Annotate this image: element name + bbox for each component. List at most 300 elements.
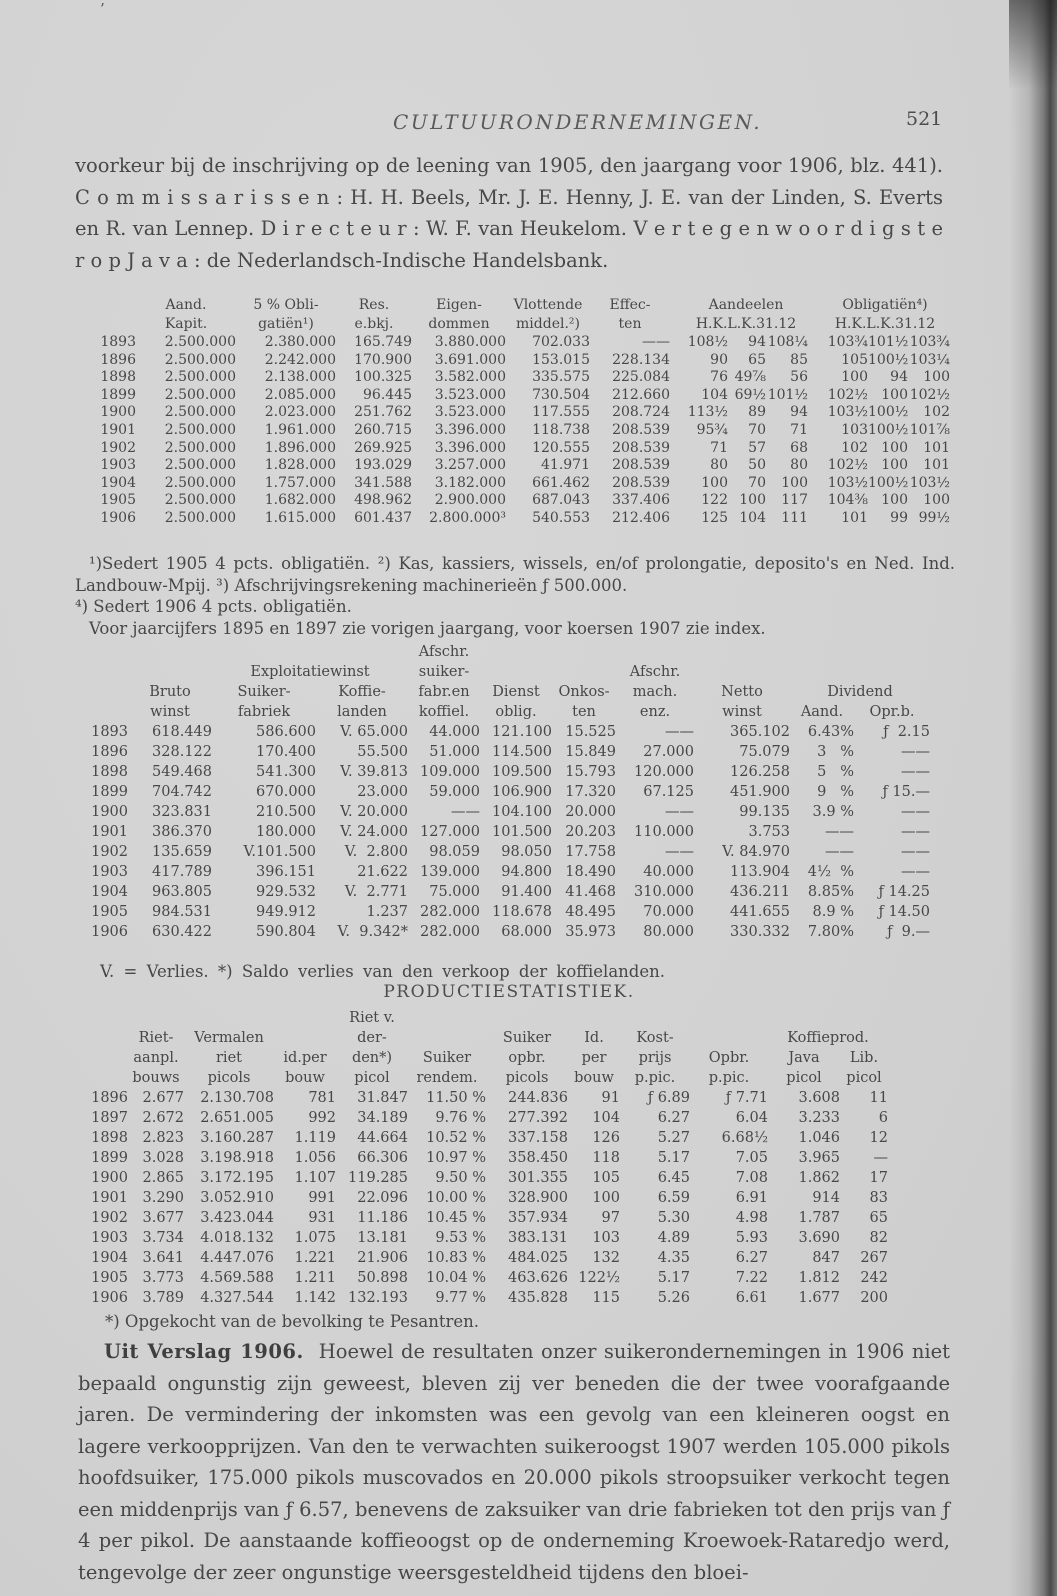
table-cell: 601.437: [354, 509, 412, 526]
table-cell: 100½: [868, 421, 909, 438]
table-cell: 7.22: [735, 1270, 768, 1286]
table-row: [80, 1228, 888, 1248]
table-cell: 126.258: [730, 764, 790, 780]
table-cell: 10.45 %: [426, 1210, 486, 1226]
cell-year: 1900: [91, 804, 128, 820]
table-cell: 99½: [918, 509, 950, 526]
table-cell: 386.370: [152, 824, 212, 840]
table-cell: 282.000: [420, 904, 480, 920]
table-cell: 3.396.000: [434, 439, 506, 456]
cell-year: 1901: [91, 1190, 128, 1206]
table-cell: 2.500.000: [164, 369, 236, 386]
table-cell: ——: [665, 724, 694, 740]
table-cell: 6: [878, 1110, 888, 1126]
table-cell: 119.285: [348, 1170, 408, 1186]
table-cell: 3.965: [798, 1150, 840, 1166]
table-cell: 3.753: [748, 824, 790, 840]
col-dividend-aandeelen: Aand.: [800, 704, 844, 720]
table-cell: 117: [781, 492, 808, 509]
table-cell: 929.532: [256, 884, 316, 900]
table-cell: 100: [881, 492, 908, 509]
table-cell: 9.77 %: [435, 1290, 486, 1306]
table-row: [98, 492, 950, 510]
table-cell: 630.422: [152, 924, 212, 940]
table-cell: 984.531: [152, 904, 212, 920]
table-cell: 5.17: [657, 1150, 690, 1166]
table-cell: 3.198.918: [200, 1150, 274, 1166]
table-row: [98, 369, 950, 387]
table-cell: 101: [841, 509, 868, 526]
table-cell: 670.000: [256, 784, 316, 800]
cell-year: 1896: [100, 351, 136, 368]
table-cell: 102: [923, 404, 950, 421]
col-group-aandeelen-koers: Aandeelen H.K.L.K.31.12: [695, 297, 797, 332]
table-cell: 104: [592, 1110, 620, 1126]
table-row: [98, 510, 950, 528]
cell-year: 1899: [91, 784, 128, 800]
table-cell: 541.300: [256, 764, 316, 780]
table-cell: ——: [642, 334, 670, 350]
table-cell: 31.847: [357, 1090, 408, 1106]
verslag-text: Hoewel de resultaten onzer suikerondernemingen in 1906 niet bepaald ongunstig zijn geweest, bleven zij ver beneden die der twee voorafgaande jaren. De vermindering der inkomsten was een gevolg van een kleineren oogst en lagere verkoopprijzen. Van den te verwachten suikeroogst 1907 werden 105.000 pikols hoofdsuiker, 175.000 pikols muscovados en 20.000 pikols stroopsuiker verkocht tegen een middenprijs van ƒ 6.57, benevens de zaksuiker van drie fabrieken tot den prijs van ƒ 4 per pikol. De aanstaande koffieoogst op de onderneming Kroewoek-Rataredjo werd, tengevolge der zeer ongunstige weersgesteldheid tijdens den bloei-: [78, 1340, 950, 1584]
col-opbrengst-per-picol: Opbr. p.pic.: [708, 1050, 750, 1086]
table-cell: 301.355: [508, 1170, 568, 1186]
col-aand-kapit: Aand. Kapit.: [164, 297, 208, 332]
table-cell: 104⅜: [827, 492, 868, 509]
table-cell: 2.242.000: [264, 351, 336, 368]
col-group-exploitatiewinst: Exploitatiewinst Suiker- fabriek Koffie- landen: [212, 642, 408, 722]
page-title: CULTUURONDERNEMINGEN.: [393, 110, 763, 134]
table-cell: 498.962: [354, 492, 412, 509]
cell-year: 1899: [100, 386, 136, 403]
running-head: [0, 106, 1057, 136]
table-cell: 122½: [578, 1270, 620, 1286]
cell-year: 1903: [100, 457, 136, 474]
table-cell: 103¾: [827, 334, 868, 350]
table-cell: 15.793: [565, 764, 616, 780]
table-cell: 991: [308, 1190, 336, 1206]
table-row: [72, 762, 930, 782]
table-cell: 242: [860, 1270, 888, 1286]
table-cell: 992: [308, 1110, 336, 1126]
table-cell: 1.107: [294, 1170, 336, 1186]
table-cell: 4.89: [657, 1230, 690, 1246]
table-cell: 1.787: [798, 1210, 840, 1226]
table-cell: 20.000: [565, 804, 616, 820]
table-cell: 69½: [734, 386, 766, 403]
table-row: [80, 1168, 888, 1188]
table-cell: 1.812: [798, 1270, 840, 1286]
table-cell: 118: [592, 1150, 620, 1166]
cell-year: 1901: [100, 421, 136, 438]
table-cell: 210.500: [256, 804, 316, 820]
table-cell: 7.05: [735, 1150, 768, 1166]
table-cell: 3.523.000: [434, 404, 506, 421]
table-cell: 730.504: [532, 386, 590, 403]
table-cell: ƒ 14.50: [878, 904, 930, 920]
table-row: [80, 1248, 888, 1268]
table-row: [80, 1108, 888, 1128]
footnote: ¹)Sedert 1905 4 pcts. obligatiën. ²) Kas, kassiers, wissels, en/of prolongatie, deposito's en Ned. Ind. Landbouw-Mpij. ³) Afschrijvingsrekening machinerieën ƒ 500.000.: [75, 554, 955, 595]
table-cell: 103: [841, 421, 868, 438]
table-cell: V. 65.000: [340, 724, 408, 740]
table-cell: 35.973: [565, 924, 616, 940]
table-cell: 132.193: [348, 1290, 408, 1306]
table-cell: 3.423.044: [200, 1210, 274, 1226]
table-cell: 4.327.544: [200, 1290, 274, 1306]
table-cell: V. 9.342*: [337, 924, 408, 940]
table-cell: 335.575: [532, 369, 590, 386]
table-cell: 225.084: [612, 369, 670, 386]
table-row: [72, 742, 930, 762]
balance-table-header: [98, 296, 950, 334]
table-cell: 100: [739, 492, 766, 509]
table-cell: 6.61: [735, 1290, 768, 1306]
table-cell: 170.900: [354, 351, 412, 368]
table-cell: ƒ 6.89: [647, 1090, 690, 1106]
col-suikerfabriek: Suiker- fabriek: [237, 684, 291, 720]
header-spacer: [98, 296, 136, 334]
table-cell: 100: [701, 474, 728, 491]
table-cell: 118.678: [492, 904, 552, 920]
header-spacer: [80, 1008, 128, 1088]
table-cell: 127.000: [420, 824, 480, 840]
table-cell: 687.043: [532, 492, 590, 509]
table-cell: 6.45: [657, 1170, 690, 1186]
table-cell: 2.380.000: [264, 334, 336, 350]
table-cell: 2.672: [142, 1110, 184, 1126]
table-row: [72, 802, 930, 822]
table-cell: 208.539: [612, 457, 670, 474]
table-cell: 101⅞: [909, 421, 950, 438]
cell-year: 1903: [91, 864, 128, 880]
table-cell: 80: [790, 457, 808, 474]
table-cell: 100.325: [354, 369, 412, 386]
col-group-koffieproductie: Koffieprod. Java picol Lib. picol: [768, 1008, 888, 1088]
table-cell: 11.186: [357, 1210, 408, 1226]
table-cell: 165.749: [354, 334, 412, 350]
cell-year: 1901: [91, 824, 128, 840]
table-cell: 3.641: [142, 1250, 184, 1266]
table-cell: V. 39.813: [340, 764, 408, 780]
table-cell: 139.000: [420, 864, 480, 880]
table-cell: 57: [748, 439, 766, 456]
table-cell: 1.056: [294, 1150, 336, 1166]
table-cell: 10.00 %: [426, 1190, 486, 1206]
table-row: [72, 922, 930, 942]
table-cell: 396.151: [256, 864, 316, 880]
table-row: [72, 782, 930, 802]
table-cell: 590.804: [256, 924, 316, 940]
table-cell: 21.622: [357, 864, 408, 880]
table-cell: 7.08: [735, 1170, 768, 1186]
table-cell: 22.096: [357, 1190, 408, 1206]
cell-year: 1899: [91, 1150, 128, 1166]
table-cell: 101.500: [492, 824, 552, 840]
table-cell: ——: [665, 844, 694, 860]
table-cell: 105: [841, 351, 868, 368]
table-cell: 3.233: [798, 1110, 840, 1126]
table-cell: 208.539: [612, 474, 670, 491]
table-row: [98, 352, 950, 370]
table-cell: ƒ 15.—: [882, 784, 930, 800]
table-cell: 3.608: [798, 1090, 840, 1106]
table-cell: 1.119: [294, 1130, 336, 1146]
table-cell: 100: [923, 369, 950, 386]
table-cell: 1.896.000: [264, 439, 336, 456]
cell-year: 1904: [91, 884, 128, 900]
table-cell: 244.836: [508, 1090, 568, 1106]
table-cell: 441.655: [730, 904, 790, 920]
table-cell: 1.046: [798, 1130, 840, 1146]
table-cell: 103¾: [909, 334, 950, 350]
table-cell: ——: [901, 804, 930, 820]
stray-mark: ’: [100, 0, 105, 18]
balance-table: [98, 296, 950, 528]
cell-year: 1900: [100, 404, 136, 421]
table-cell: 101: [923, 457, 950, 474]
table-cell: 2.651.005: [200, 1110, 274, 1126]
table-cell: 540.553: [532, 509, 590, 526]
col-suiker-opbrengst: Suiker opbr. picols: [502, 1030, 552, 1086]
table-cell: 44.000: [429, 724, 480, 740]
table-cell: 3 %: [817, 744, 854, 760]
table-cell: 100: [592, 1190, 620, 1206]
production-table: [80, 1008, 888, 1308]
table-cell: 6.27: [657, 1110, 690, 1126]
table-cell: 104: [701, 386, 728, 403]
table-cell: 337.406: [612, 492, 670, 509]
cell-year: 1906: [91, 924, 128, 940]
table-cell: 5.27: [657, 1130, 690, 1146]
table-cell: 51.000: [429, 744, 480, 760]
table-cell: 106.900: [492, 784, 552, 800]
table-cell: V. 2.800: [344, 844, 408, 860]
table-cell: 75.000: [429, 884, 480, 900]
cell-year: 1902: [91, 844, 128, 860]
cell-year: 1900: [91, 1170, 128, 1186]
col-id-per-bouw: id.per bouw: [283, 1050, 327, 1086]
col-rietaanplant: Riet- aanpl. bouws: [132, 1030, 180, 1086]
table-cell: ——: [901, 844, 930, 860]
table-cell: 4.98: [735, 1210, 768, 1226]
col-obligatien: 5 % Obli- gatiën¹): [253, 297, 319, 332]
table-cell: 71: [710, 439, 728, 456]
table-cell: ——: [825, 824, 854, 840]
table-cell: 82: [869, 1230, 888, 1246]
table-cell: 70: [748, 421, 766, 438]
table-cell: 83: [869, 1190, 888, 1206]
col-afschrijving-machines: Afschr. mach. enz.: [629, 664, 681, 720]
table-cell: 5.17: [657, 1270, 690, 1286]
table-cell: 337.158: [508, 1130, 568, 1146]
cell-year: 1904: [91, 1250, 128, 1266]
table-cell: ƒ 14.25: [878, 884, 930, 900]
balance-table-body: [98, 334, 950, 528]
table-cell: 114.500: [492, 744, 552, 760]
table-cell: 105: [592, 1170, 620, 1186]
table-cell: 1.142: [294, 1290, 336, 1306]
table-cell: 3.582.000: [434, 369, 506, 386]
table-cell: 17: [869, 1170, 888, 1186]
table-cell: 111: [781, 509, 808, 526]
table-cell: 98.050: [501, 844, 552, 860]
table-cell: 484.025: [508, 1250, 568, 1266]
table-cell: 330.332: [730, 924, 790, 940]
table-cell: 2.823: [142, 1130, 184, 1146]
table-cell: 931: [308, 1210, 336, 1226]
table-cell: ƒ 9.—: [887, 924, 930, 940]
table-cell: 549.468: [152, 764, 212, 780]
table-cell: 10.83 %: [426, 1250, 486, 1266]
table-cell: 8.85%: [807, 884, 854, 900]
table-cell: 125: [701, 509, 728, 526]
table-cell: 847: [812, 1250, 840, 1266]
col-suiker-rendement: Suiker rendem.: [416, 1050, 478, 1086]
table-cell: 100: [881, 439, 908, 456]
col-onkosten: Onkos- ten: [558, 684, 610, 720]
table-cell: 102½: [827, 457, 868, 474]
table-cell: 6.27: [735, 1250, 768, 1266]
table-cell: 3.028: [142, 1150, 184, 1166]
table-cell: 3.523.000: [434, 386, 506, 403]
table-cell: 41.468: [565, 884, 616, 900]
table-cell: 2.500.000: [164, 404, 236, 421]
table-cell: ——: [901, 744, 930, 760]
table-cell: 100: [881, 386, 908, 403]
table-cell: 3.182.000: [434, 474, 506, 491]
table-cell: 2.023.000: [264, 404, 336, 421]
col-riet-van-derden: Riet v. der- den*) picol: [349, 1010, 395, 1086]
table-cell: 949.912: [256, 904, 316, 920]
table-cell: 120.555: [532, 439, 590, 456]
cell-year: 1893: [91, 724, 128, 740]
table-cell: 108½: [687, 334, 728, 350]
table-cell: 17.320: [565, 784, 616, 800]
table-cell: 618.449: [152, 724, 212, 740]
table-cell: 76: [710, 369, 728, 386]
table-row: [98, 440, 950, 458]
table-cell: 1.237: [366, 904, 408, 920]
table-row: [80, 1288, 888, 1308]
table-cell: 310.000: [634, 884, 694, 900]
table-cell: 109.000: [420, 764, 480, 780]
table-cell: V. 84.970: [722, 844, 790, 860]
table-cell: 80: [710, 457, 728, 474]
table-row: [72, 902, 930, 922]
col-eigendommen: Eigen- dommen: [428, 297, 490, 332]
col-dienst-obligatien: Dienst oblig.: [492, 684, 540, 720]
table-cell: 4.35: [657, 1250, 690, 1266]
cell-year: 1902: [100, 439, 136, 456]
table-cell: 436.211: [730, 884, 790, 900]
table-cell: 100: [881, 457, 908, 474]
cell-year: 1904: [100, 474, 136, 491]
table-cell: 208.724: [612, 404, 670, 421]
table-cell: 99.135: [739, 804, 790, 820]
table-cell: 122: [701, 492, 728, 509]
table-cell: 1.757.000: [264, 474, 336, 491]
table-cell: 66.306: [357, 1150, 408, 1166]
table-cell: 91: [601, 1090, 620, 1106]
col-koffielanden: Koffie- landen: [337, 684, 387, 720]
table-cell: 9 %: [817, 784, 854, 800]
table-cell: 102½: [909, 386, 950, 403]
table-cell: 1.862: [798, 1170, 840, 1186]
table-cell: 100: [781, 474, 808, 491]
table-cell: 103½: [827, 404, 868, 421]
table-cell: 103: [592, 1230, 620, 1246]
table-cell: 75.079: [739, 744, 790, 760]
table-cell: 5.30: [657, 1210, 690, 1226]
table-cell: 282.000: [420, 924, 480, 940]
table-row: [80, 1188, 888, 1208]
table-cell: 94: [790, 404, 808, 421]
table-cell: 5.26: [657, 1290, 690, 1306]
table-cell: 451.900: [730, 784, 790, 800]
table-cell: 3.396.000: [434, 421, 506, 438]
table-cell: 71: [790, 421, 808, 438]
table-cell: 2.677: [142, 1090, 184, 1106]
table-cell: 135.659: [152, 844, 212, 860]
footnote: ⁴) Sedert 1906 4 pcts. obligatiën.: [75, 597, 352, 616]
table-cell: 2.800.000³: [429, 509, 506, 526]
cell-year: 1898: [100, 369, 136, 386]
table-cell: 357.934: [508, 1210, 568, 1226]
table-cell: 44.664: [357, 1130, 408, 1146]
table-cell: 41.971: [541, 457, 590, 474]
table-cell: 108¼: [767, 334, 808, 350]
table-cell: 2.500.000: [164, 386, 236, 403]
table-row: [98, 334, 950, 352]
table-cell: 65: [748, 351, 766, 368]
table-cell: 2.500.000: [164, 492, 236, 509]
table-cell: 2.138.000: [264, 369, 336, 386]
col-netto-winst: Netto winst: [721, 684, 763, 720]
table-cell: 100: [923, 492, 950, 509]
table-cell: 56: [790, 369, 808, 386]
table-cell: 104.100: [492, 804, 552, 820]
table-cell: 365.102: [730, 724, 790, 740]
table-cell: —: [873, 1150, 888, 1166]
table-cell: 1.677: [798, 1290, 840, 1306]
table-cell: 170.400: [256, 744, 316, 760]
table-cell: 2.500.000: [164, 351, 236, 368]
table-cell: 80.000: [643, 924, 694, 940]
table-row: [98, 475, 950, 493]
table-cell: 9.50 %: [435, 1170, 486, 1186]
table-cell: 50.898: [357, 1270, 408, 1286]
header-spacer: [72, 642, 128, 722]
table-cell: 208.539: [612, 421, 670, 438]
table-row: [80, 1148, 888, 1168]
table-cell: 70: [748, 474, 766, 491]
cell-year: 1896: [91, 1090, 128, 1106]
col-vermalen-riet: Vermalen riet picols: [194, 1030, 264, 1086]
table-row: [72, 882, 930, 902]
table-row: [80, 1128, 888, 1148]
cell-year: 1893: [100, 334, 136, 350]
table-cell: 3.290: [142, 1190, 184, 1206]
table-cell: 15.525: [565, 724, 616, 740]
table-cell: 6.04: [735, 1110, 768, 1126]
table-cell: 6.59: [657, 1190, 690, 1206]
table-cell: 4½ %: [807, 864, 854, 880]
table-cell: 109.500: [492, 764, 552, 780]
table-cell: ƒ 2.15: [883, 724, 930, 740]
table3-footnote: *) Opgekocht van de bevolking te Pesantren.: [105, 1312, 480, 1331]
verslag-lead: Uit Verslag 1906.: [104, 1340, 304, 1363]
